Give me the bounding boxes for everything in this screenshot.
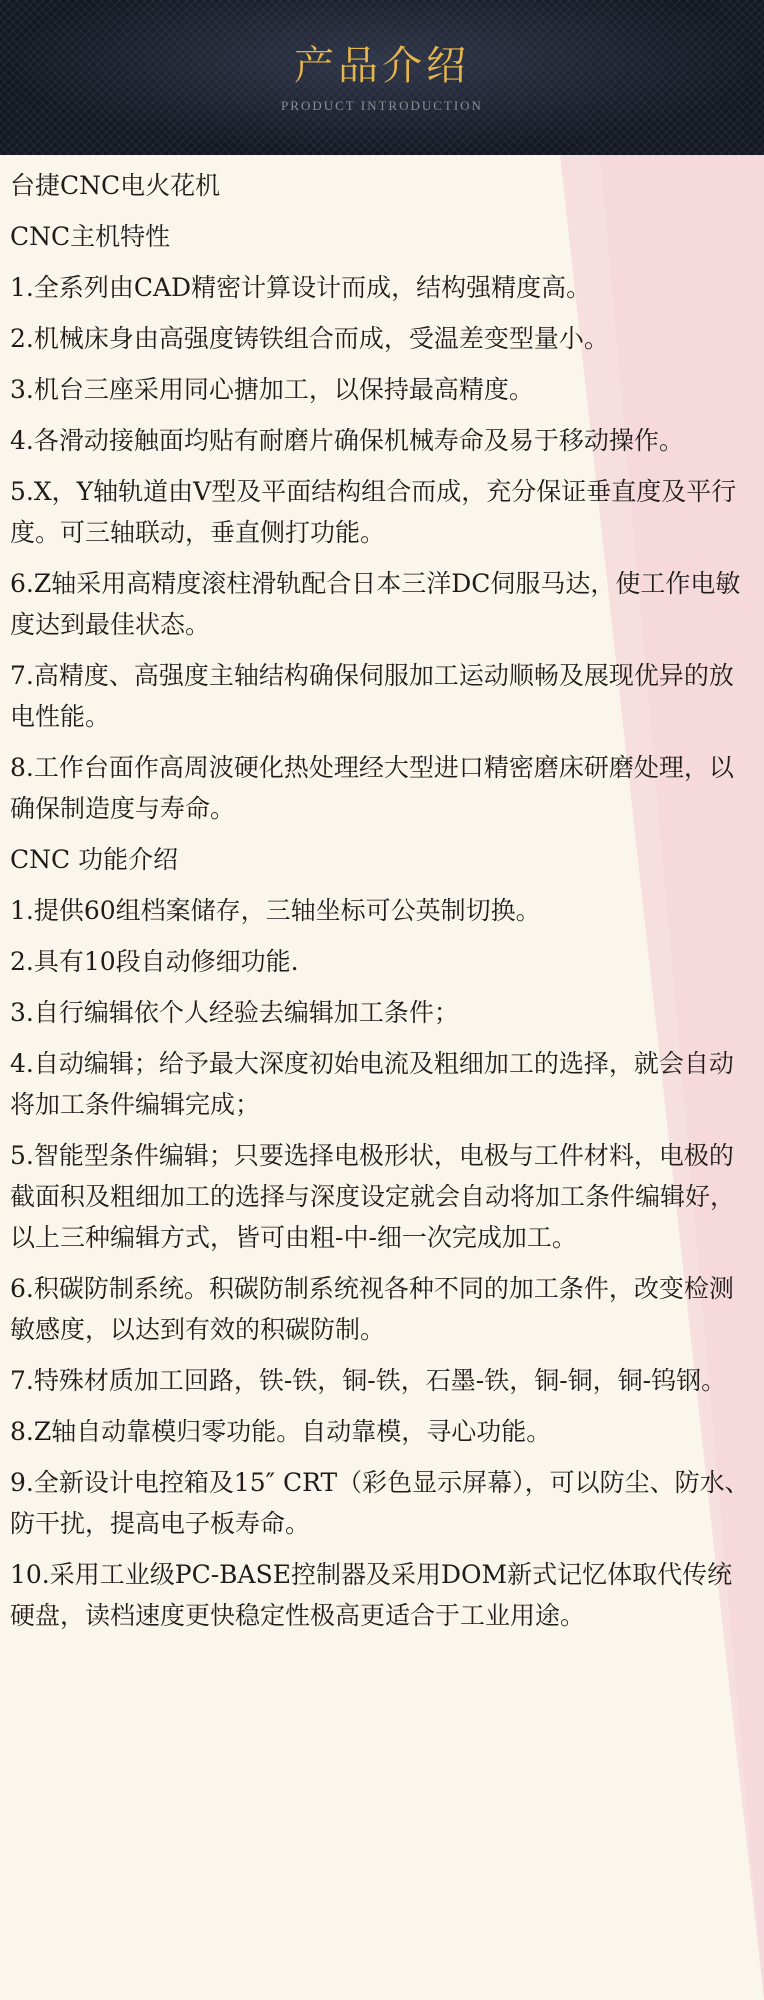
paragraph-product-name: 台捷CNC电火花机: [10, 171, 221, 200]
paragraph-function: 5.智能型条件编辑；只要选择电极形状，电极与工件材料，电极的截面积及粗细加工的选择与深度设定就会自动将加工条件编辑好，以上三种编辑方式，皆可由粗-中-细一次完成加工。: [10, 1141, 736, 1252]
page-title: 产品介绍: [294, 43, 470, 89]
product-description: [10, 165, 754, 1646]
paragraph-feature: 6.Z轴采用高精度滚柱滑轨配合日本三洋DC伺服马达，使工作电敏度达到最佳状态。: [10, 569, 741, 639]
paragraph-feature: 3.机台三座采用同心搪加工，以保持最高精度。: [10, 375, 534, 404]
paragraph-function: 1.提供60组档案储存，三轴坐标可公英制切换。: [10, 896, 541, 925]
paragraph-feature: 4.各滑动接触面均贴有耐磨片确保机械寿命及易于移动操作。: [10, 426, 684, 455]
paragraph-feature: 7.高精度、高强度主轴结构确保伺服加工运动顺畅及展现优异的放电性能。: [10, 661, 734, 731]
paragraph-function: 10.采用工业级PC-BASE控制器及采用DOM新式记忆体取代传统硬盘，读档速度更快稳定性极高更适合于工业用途。: [10, 1560, 733, 1630]
paragraph-feature: 2.机械床身由高强度铸铁组合而成，受温差变型量小。: [10, 324, 609, 353]
paragraph-function: 4.自动编辑；给予最大深度初始电流及粗细加工的选择，就会自动将加工条件编辑完成；: [10, 1049, 734, 1119]
paragraph-function: 8.Z轴自动靠模归零功能。自动靠模，寻心功能。: [10, 1417, 552, 1446]
paragraph-feature: 8.工作台面作高周波硬化热处理经大型进口精密磨床研磨处理，以确保制造度与寿命。: [10, 753, 734, 823]
paragraph-function: 9.全新设计电控箱及15″ CRT（彩色显示屏幕），可以防尘、防水、防干扰，提高电子板寿命。: [10, 1468, 750, 1538]
paragraph-function: 7.特殊材质加工回路，铁-铁，铜-铁，石墨-铁，铜-铜，铜-钨钢。: [10, 1366, 727, 1395]
paragraph-function: 2.具有10段自动修细功能.: [10, 947, 299, 976]
paragraph-function: 6.积碳防制系统。积碳防制系统视各种不同的加工条件，改变检测敏感度，以达到有效的积碳防制。: [10, 1274, 734, 1344]
paragraph-section-heading: CNC主机特性: [10, 222, 171, 251]
paragraph-function: 3.自行编辑依个人经验去编辑加工条件；: [10, 998, 459, 1027]
paragraph-feature: 5.X，Y轴轨道由V型及平面结构组合而成，充分保证垂直度及平行度。可三轴联动，垂直侧打功能。: [10, 477, 737, 547]
header-banner: [0, 0, 764, 155]
paragraph-feature: 1.全系列由CAD精密计算设计而成，结构强精度高。: [10, 273, 592, 302]
paragraph-section-heading: CNC 功能介绍: [10, 845, 179, 874]
page-subtitle: PRODUCT INTRODUCTION: [281, 98, 483, 113]
